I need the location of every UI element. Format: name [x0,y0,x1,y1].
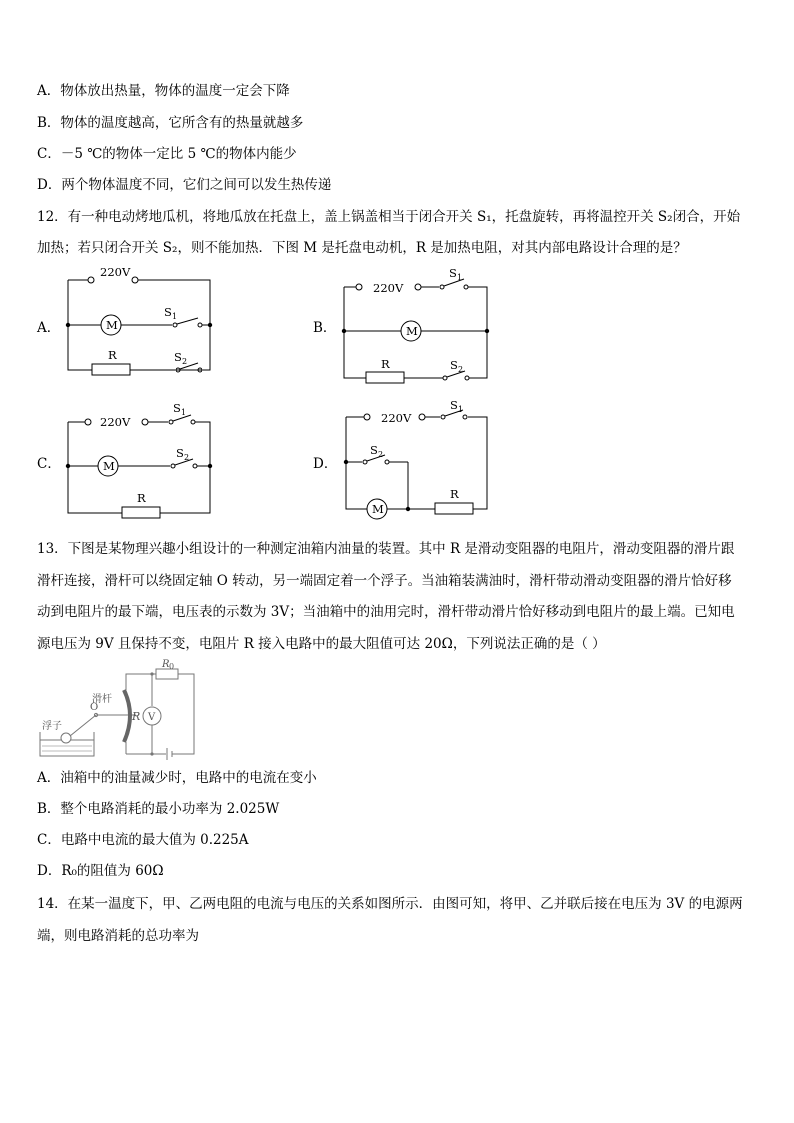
q13-stem-line-2: 滑杆连接，滑杆可以绕固定轴 O 转动，另一端固定着一个浮子。当油箱装满油时，滑杆带动滑动变阻器的滑片恰好移 [37,573,732,589]
circuit-c-s2-label: S [176,446,184,460]
circuit-b-s1-subscript: 1 [457,273,463,282]
q13-option-d: D．R₀的阻值为 60Ω [37,863,164,879]
pivot-label: O [90,702,99,713]
q11-option-a: A．物体放出热量，物体的温度一定会下降 [37,83,290,99]
q14-stem-line-2: 端，则电路消耗的总功率为 [37,928,199,944]
oil-tank-figure [38,660,198,760]
float-label: 浮子 [42,721,62,732]
q13-stem-line-1: 13．下图是某物理兴趣小组设计的一种测定油箱内油量的装置。其中 R 是滑动变阻器的电阻片，滑动变阻器的滑片跟 [37,541,735,557]
q14-stem-line-1: 14．在某一温度下，甲、乙两电阻的电流与电压的关系如图所示．由图可知，将甲、乙并联后接在电压为 3V 的电源两 [37,896,743,912]
circuit-a-voltage-label: 220V [100,265,131,279]
circuit-b-s2-subscript: 2 [458,365,464,374]
circuit-d-s2-label: S [370,443,378,457]
circuit-a-resistor-label: R [108,348,117,362]
q12-stem-line-1: 12．有一种电动烤地瓜机，将地瓜放在托盘上，盖上锅盖相当于闭合开关 S₁，托盘旋转，再将温控开关 S₂闭合，开始 [37,209,741,225]
q13-option-c: C．电路中电流的最大值为 0.225A [37,832,249,848]
circuit-b-motor-label: M [406,324,418,338]
q13-option-a: A．油箱中的油量减少时，电路中的电流在变小 [37,770,317,786]
circuit-a-motor-label: M [106,318,118,332]
q13-stem-line-4: 源电压为 9V 且保持不变，电阻片 R 接入电路中的最大阻值可达 20Ω，下列说法正确的是（ ） [37,636,606,652]
circuit-d-resistor-label: R [450,487,459,501]
r0-label: R [162,659,170,670]
q12-option-b-label: B． [313,320,337,336]
circuit-b-voltage-label: 220V [373,281,404,295]
circuit-a-s1-label: S [164,305,172,319]
circuit-c-resistor-label: R [137,491,146,505]
q13-option-b: B．整个电路消耗的最小功率为 2.025W [37,801,280,817]
r0-subscript: 0 [169,662,175,671]
voltmeter-label: V [148,712,156,723]
circuit-c-s1-label: S [173,401,181,415]
circuit-diagram-a [60,265,220,378]
circuit-d-voltage-label: 220V [381,411,412,425]
q12-option-c-label: C． [37,456,61,472]
circuit-b-resistor-label: R [381,357,390,371]
circuit-c-s1-subscript: 1 [181,408,187,417]
rod-label: 滑杆 [92,694,112,705]
circuit-diagram-d [340,397,500,527]
q11-option-b: B．物体的温度越高，它所含有的热量就越多 [37,115,304,131]
circuit-d-s2-subscript: 2 [378,450,384,459]
circuit-d-motor-label: M [372,502,384,516]
q13-stem-line-3: 动到电阻片的最下端，电压表的示数为 3V；当油箱中的油用完时，滑杆带动滑片恰好移动到电阻片的最上端。已知电 [37,604,735,620]
q11-option-d: D．两个物体温度不同，它们之间可以发生热传递 [37,177,332,193]
circuit-c-voltage-label: 220V [100,415,131,429]
circuit-b-s2-label: S [450,358,458,372]
circuit-a-s2-label: S [174,350,182,364]
resistor-r-label: R [132,710,141,723]
q12-option-d-label: D． [313,456,338,472]
circuit-diagram-b [340,265,500,385]
q12-stem-line-2: 加热；若只闭合开关 S₂，则不能加热．下图 M 是托盘电动机，R 是加热电阻，对其内部电路设计合理的是？ [37,240,687,256]
q11-option-c: C．－5 ℃的物体一定比 5 ℃的物体内能少 [37,146,297,162]
circuit-d-s1-subscript: 1 [458,405,464,414]
circuit-diagram-c [60,400,220,520]
circuit-c-motor-label: M [103,459,115,473]
circuit-a-s2-subscript: 2 [182,357,188,366]
circuit-a-s1-subscript: 1 [172,312,178,321]
q12-option-a-label: A． [37,320,61,336]
circuit-c-s2-subscript: 2 [184,453,190,462]
circuit-d-s1-label: S [450,398,458,412]
circuit-b-s1-label: S [449,266,457,280]
